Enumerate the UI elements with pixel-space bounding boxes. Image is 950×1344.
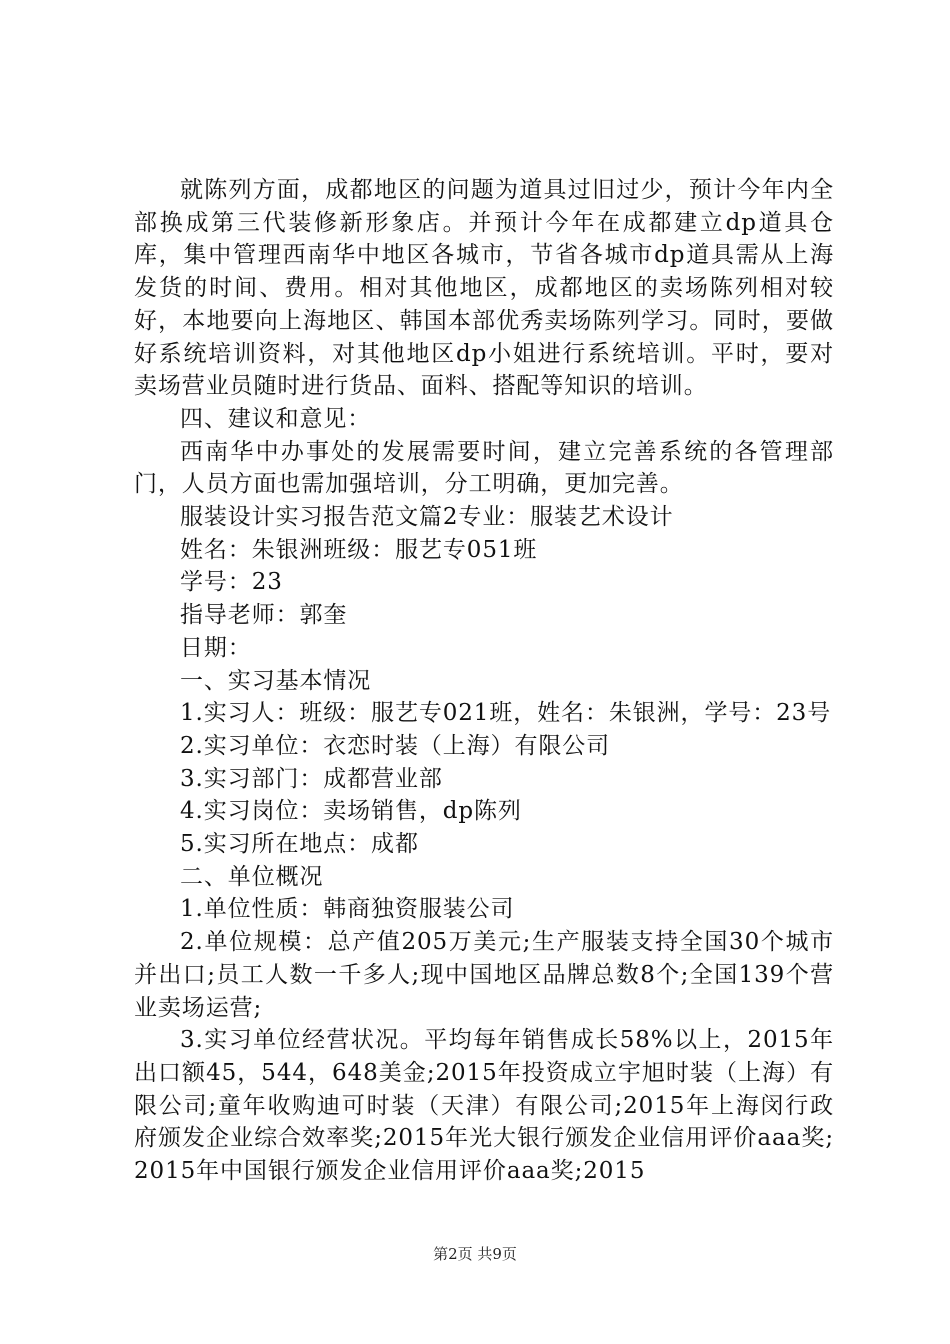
list-item-company-scale: 2.单位规模：总产值205万美元;生产服装支持全国30个城市并出口;员工人数一千多人;现中国地区品牌总数8个;全国139个营业卖场运营; [134, 929, 834, 1021]
section-heading-company-overview: 二、单位概况 [180, 863, 324, 890]
section-heading-basic-info: 一、实习基本情况 [180, 667, 372, 694]
paragraph-suggestions: 西南华中办事处的发展需要时间，建立完善系统的各管理部门，人员方面也需加强培训，分工明确，更加完善。 [134, 438, 834, 498]
list-item-position: 4.实习岗位：卖场销售，dp陈列 [180, 798, 522, 825]
list-item-company: 2.实习单位：衣恋时装（上海）有限公司 [180, 732, 611, 759]
report-title-line: 服装设计实习报告范文篇2专业：服装艺术设计 [180, 504, 674, 531]
list-item-location: 5.实习所在地点：成都 [180, 831, 419, 858]
paragraph-display: 就陈列方面，成都地区的问题为道具过旧过少，预计今年内全部换成第三代装修新形象店。并预计今年在成都建立dp道具仓库，集中管理西南华中地区各城市，节省各城市dp道具需从上海发货的时间、费用。相对其他地区，成都地区的卖场陈列相对较好，本地要向上海地区、韩国本部优秀卖场陈列学习。同时，要做好系统培训资料，对其他地区dp小姐进行系统培训。平时，要对卖场营业员随时进行货品、面料、搭配等知识的培训。 [134, 177, 834, 400]
advisor: 指导老师：郭奎 [180, 602, 348, 629]
list-item-company-nature: 1.单位性质：韩商独资服装公司 [180, 896, 515, 923]
list-item-business-status: 3.实习单位经营状况。平均每年销售成长58%以上，2015年出口额45，544，648美金;2015年投资成立宇旭时装（上海）有限公司;童年收购迪可时装（天津）有限公司;2015年上海闵行政府颁发企业综合效率奖;2015年光大银行颁发企业信用评价aaa奖;2015年中国银行颁发企业信用评价aaa奖;2015 [134, 1027, 834, 1185]
student-name-class: 姓名：朱银洲班级：服艺专051班 [180, 536, 538, 563]
section-heading-suggestions: 四、建议和意见： [180, 405, 372, 432]
document-body [134, 174, 834, 1188]
date-line: 日期： [180, 634, 252, 661]
student-number: 学号：23 [180, 569, 283, 596]
page-footer: 第2页 共9页 [433, 1245, 517, 1263]
list-item-intern: 1.实习人：班级：服艺专021班，姓名：朱银洲，学号：23号 [180, 700, 832, 727]
list-item-department: 3.实习部门：成都营业部 [180, 765, 443, 792]
